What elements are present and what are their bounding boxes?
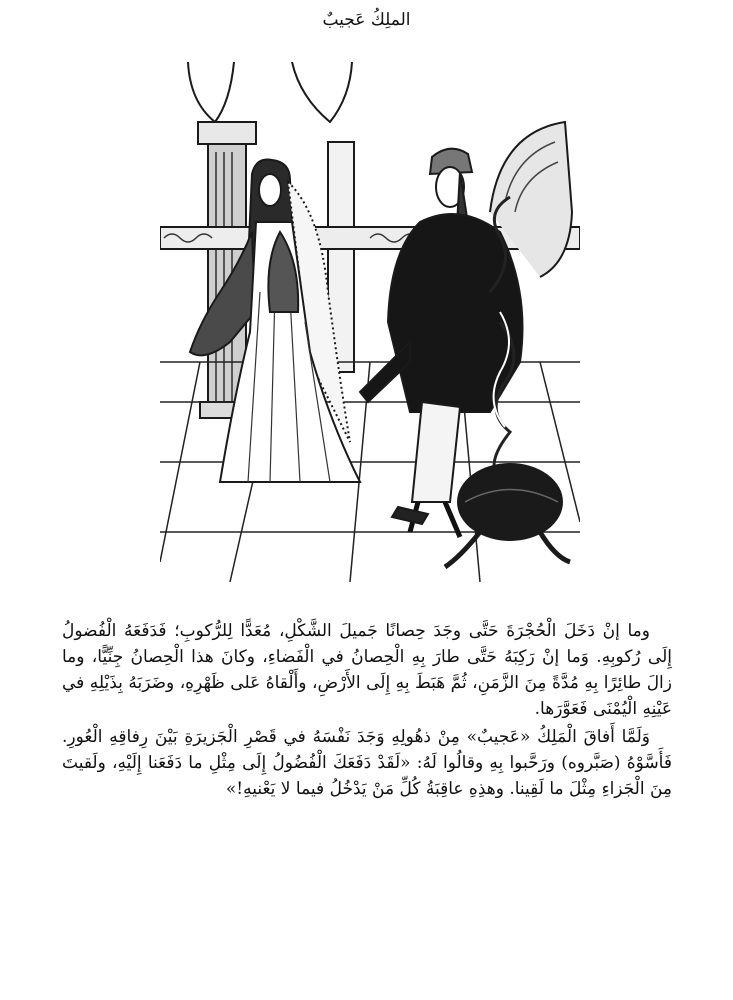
- story-illustration: [160, 62, 580, 582]
- left-column-capital: [198, 122, 256, 144]
- incense-pot: [458, 464, 562, 540]
- middle-arch: [292, 62, 352, 122]
- story-paragraph-1: وما إنْ دَخَلَ الْحُجْرَةَ حَتَّى وجَدَ حِصانًا جَميلَ الشَّكْلِ، مُعَدًّا لِلرُّكوبِ؛ فَدَفَعَهُ الْفُضولُ إِلَى رُكوبِهِ. وَما إنْ رَكِبَهُ حَتَّى طارَ بِهِ الْحِصانُ في الْفَضاءِ، وكانَ هذا الْحِصانُ جِنِّيًّا، وما زالَ طائِرًا بِهِ مُدَّةً مِنَ الزَّمَنِ، ثُمَّ هَبَطَ بِهِ إِلَى الأَرْضِ، وأَلْقاهُ عَلى ظَهْرِهِ، وضَرَبَهُ بِذَيْلِهِ في عَيْنِهِ الْيُمْنَى فَعَوَّرَها.: [62, 621, 672, 719]
- story-text: [62, 618, 672, 804]
- page-title: الملِكُ عَجيبٌ: [322, 10, 411, 30]
- story-paragraph-2: وَلَمَّا أَفاقَ الْمَلِكُ «عَجيبٌ» مِنْ ذهُولِهِ وَجَدَ نَفْسَهُ في قَصْرِ الْجَزيرَةِ بَيْنَ رِفاقِهِ الْعُورِ. فَأَسَّوْهُ (صَبَّروه) ورَحَّبوا بِهِ وقالُوا لَهُ: «لَقَدْ دَفَعَكَ الْفُضُولُ إِلَى مِثْلِ ما دَفَعَنا إِلَيْهِ، ولَقيتَ مِنَ الْجَزاءِ مِثْلَ ما لَقِينا. وهذِهِ عاقِبَةُ كُلِّ مَنْ يَدْخُلُ فيما لا يَعْنيهِ!»: [62, 727, 672, 799]
- left-arch: [188, 62, 234, 122]
- page-header: [0, 10, 733, 30]
